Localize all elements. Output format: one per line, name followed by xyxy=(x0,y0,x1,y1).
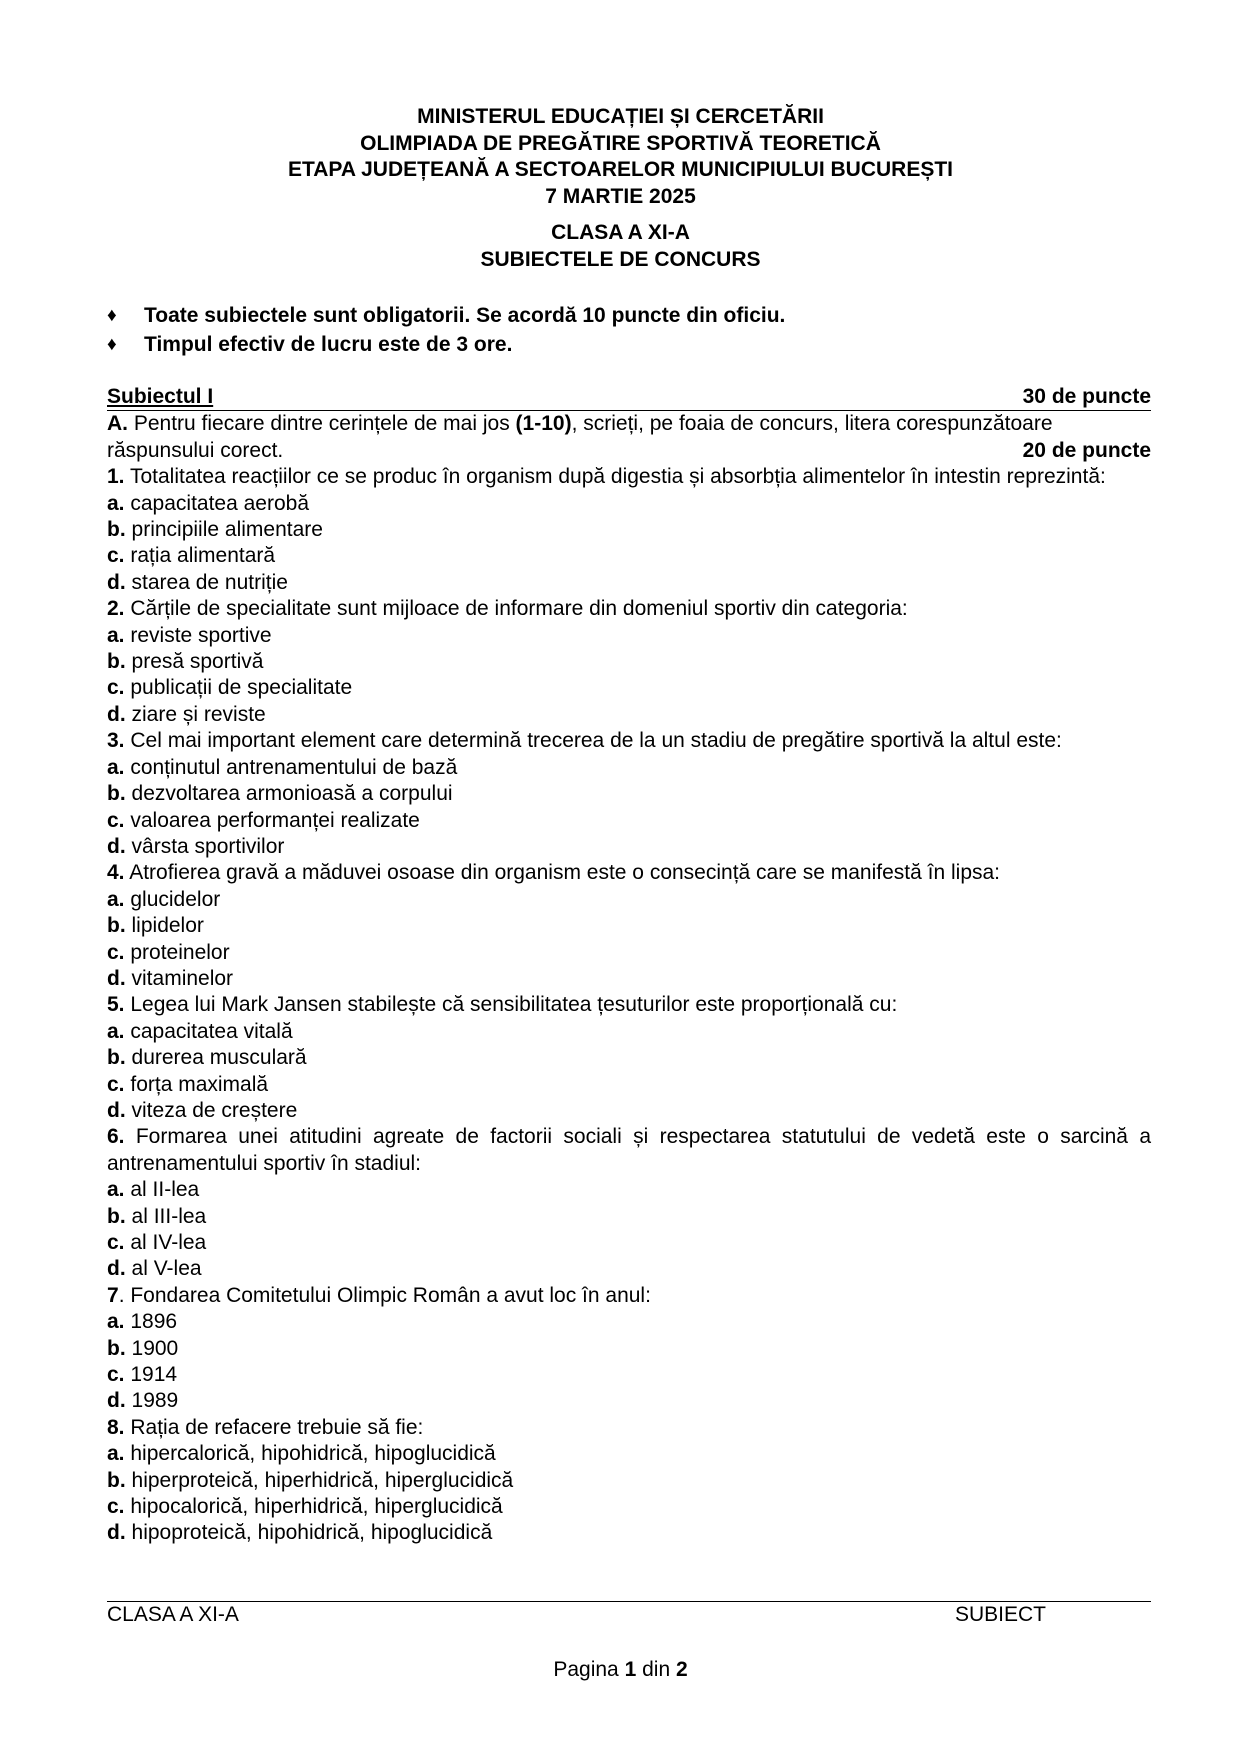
option-text: presă sportivă xyxy=(131,650,264,674)
page-number: Pagina 1 din 2 xyxy=(553,1658,688,1681)
question-number: 5. xyxy=(107,993,125,1017)
question-number: 7 xyxy=(107,1283,119,1307)
option-letter: d. xyxy=(107,1257,126,1281)
option-letter: c. xyxy=(107,808,125,832)
option-letter: c. xyxy=(107,1363,125,1387)
ministry-title: MINISTERUL EDUCAȚIEI ȘI CERCETĂRII xyxy=(417,105,824,128)
answer-option xyxy=(107,1072,1151,1098)
question-7 xyxy=(107,1283,1151,1309)
answer-option xyxy=(107,543,1151,569)
option-text: hiperproteică, hiperhidrică, hiperglucidică xyxy=(131,1468,514,1492)
option-letter: b. xyxy=(107,1336,126,1360)
answer-option xyxy=(107,808,1151,834)
answer-option xyxy=(107,887,1151,913)
option-text: dezvoltarea armonioasă a corpului xyxy=(131,782,453,806)
option-letter: b. xyxy=(107,518,126,542)
option-text: forța maximală xyxy=(130,1072,269,1096)
instructions-list xyxy=(107,302,1147,359)
page-footer xyxy=(107,1602,1151,1628)
option-text: 1914 xyxy=(130,1363,178,1387)
option-letter: a. xyxy=(107,1310,125,1334)
diamond-bullet-icon: ♦ xyxy=(107,333,117,355)
option-text: vârsta sportivilor xyxy=(131,834,285,858)
option-letter: d. xyxy=(107,834,126,858)
footer-label: SUBIECT xyxy=(954,1603,1046,1626)
answer-option xyxy=(107,755,1151,781)
question-1 xyxy=(107,464,1151,490)
option-letter: c. xyxy=(107,544,125,568)
option-letter: a. xyxy=(107,491,125,515)
question-text: Rația de refacere trebuie să fie: xyxy=(130,1415,424,1439)
question-text: Cel mai important element care determină trecerea de la un stadiu de pregătire sportivă la altul este: xyxy=(130,729,1062,753)
option-text: rația alimentară xyxy=(130,544,276,568)
question-number: 6. xyxy=(107,1125,125,1149)
answer-option xyxy=(107,1230,1151,1256)
exam-date: 7 MARTIE 2025 xyxy=(545,184,696,208)
part-a-points: 20 de puncte xyxy=(1022,438,1151,462)
option-letter: d. xyxy=(107,1521,126,1545)
subject-points: 30 de puncte xyxy=(1022,385,1151,408)
question-number: 3. xyxy=(107,729,125,753)
question-6 xyxy=(107,1124,1151,1177)
subject-heading xyxy=(107,384,1151,411)
option-letter: d. xyxy=(107,570,126,594)
question-text: . Fondarea Comitetului Olimpic Român a avut loc în anul: xyxy=(118,1283,651,1307)
answer-option xyxy=(107,781,1151,807)
option-text: 1896 xyxy=(130,1310,178,1334)
question-text: Atrofierea gravă a măduvei osoase din organism este o consecință care se manifestă în lipsa: xyxy=(129,861,1001,885)
option-letter: c. xyxy=(107,1495,125,1519)
instruction-item xyxy=(107,331,1147,360)
option-text: proteinelor xyxy=(130,940,230,964)
answer-option xyxy=(107,913,1151,939)
instruction-text: Timpul efectiv de lucru este de 3 ore. xyxy=(144,332,513,356)
option-letter: c. xyxy=(107,676,125,700)
question-8 xyxy=(107,1415,1151,1441)
option-letter: b. xyxy=(107,1468,126,1492)
document-header xyxy=(0,104,1241,273)
answer-option xyxy=(107,834,1151,860)
answer-option xyxy=(107,1256,1151,1282)
part-a-instruction-line1 xyxy=(107,411,1151,437)
question-number: 2. xyxy=(107,597,125,621)
option-letter: c. xyxy=(107,1072,125,1096)
option-letter: b. xyxy=(107,1046,126,1070)
option-letter: d. xyxy=(107,702,126,726)
answer-option xyxy=(107,940,1151,966)
option-text: capacitatea aerobă xyxy=(130,491,309,515)
answer-option xyxy=(107,649,1151,675)
answer-option xyxy=(107,570,1151,596)
subject-title: Subiectul I xyxy=(107,385,214,408)
option-letter: a. xyxy=(107,887,125,911)
footer-class: CLASA A XI-A xyxy=(107,1603,239,1626)
stage-title: ETAPA JUDEȚEANĂ A SECTOARELOR MUNICIPIULUI BUCUREȘTI xyxy=(287,158,954,181)
answer-option xyxy=(107,623,1151,649)
option-letter: a. xyxy=(107,1019,125,1043)
question-text: Totalitatea reacțiilor ce se produc în organism după digestia și absorbția alimentelor în intestin reprezintă: xyxy=(129,465,1106,489)
answer-option xyxy=(107,1177,1151,1203)
instruction-item xyxy=(107,302,1147,331)
question-number: 1. xyxy=(107,465,125,489)
option-text: al III-lea xyxy=(131,1204,207,1228)
option-text: publicații de specialitate xyxy=(130,676,353,700)
option-letter: d. xyxy=(107,1389,126,1413)
option-letter: c. xyxy=(107,1231,125,1254)
question-3 xyxy=(107,728,1151,754)
option-text: al IV-lea xyxy=(130,1231,207,1254)
question-5 xyxy=(107,992,1151,1018)
option-text: al V-lea xyxy=(131,1257,202,1281)
answer-option xyxy=(107,1441,1151,1467)
option-text: vitaminelor xyxy=(131,966,234,990)
answer-option xyxy=(107,491,1151,517)
class-title: CLASA A XI-A xyxy=(551,221,690,244)
answer-option xyxy=(107,1045,1151,1071)
option-letter: d. xyxy=(107,1098,126,1122)
option-text: starea de nutriție xyxy=(131,570,288,594)
question-2 xyxy=(107,596,1151,622)
instruction-text: Toate subiectele sunt obligatorii. Se acordă 10 puncte din oficiu. xyxy=(144,304,786,327)
option-text: valoarea performanței realizate xyxy=(130,808,420,832)
answer-option xyxy=(107,1336,1151,1362)
answer-option xyxy=(107,517,1151,543)
option-text: 1989 xyxy=(131,1389,179,1413)
option-text: viteza de creștere xyxy=(131,1098,298,1122)
option-text: principiile alimentare xyxy=(131,518,323,542)
answer-option xyxy=(107,1362,1151,1388)
part-a-text: Pentru fiecare dintre cerințele de mai jos xyxy=(133,412,510,436)
questions-list xyxy=(107,464,1151,1547)
answer-option xyxy=(107,1309,1151,1335)
olympiad-title: OLIMPIADA DE PREGĂTIRE SPORTIVĂ TEORETICĂ xyxy=(360,131,881,155)
option-text: conținutul antrenamentului de bază xyxy=(130,755,458,779)
option-text: hipoproteică, hipohidrică, hipoglucidică xyxy=(131,1521,493,1545)
option-text: 1900 xyxy=(131,1336,179,1360)
part-a-instruction-line2 xyxy=(107,438,1151,464)
exam-body xyxy=(107,384,1151,1547)
question-text: Legea lui Mark Jansen stabilește că sensibilitatea țesuturilor este proporțională cu: xyxy=(130,993,898,1017)
answer-option xyxy=(107,1098,1151,1124)
answer-option xyxy=(107,1494,1151,1520)
option-text: al II-lea xyxy=(130,1178,200,1202)
option-letter: b. xyxy=(107,650,126,674)
option-letter: a. xyxy=(107,623,125,647)
option-text: durerea musculară xyxy=(131,1046,307,1070)
option-text: ziare și reviste xyxy=(131,702,266,726)
option-letter: d. xyxy=(107,966,126,990)
option-letter: a. xyxy=(107,1178,125,1202)
question-4 xyxy=(107,860,1151,886)
option-text: capacitatea vitală xyxy=(130,1019,293,1043)
part-a-label: A. xyxy=(107,412,128,436)
part-a-text-after: , scrieți, pe foaia de concurs, litera corespunzătoare xyxy=(571,412,1053,436)
question-number: 4. xyxy=(107,861,125,885)
part-a-range: (1-10) xyxy=(515,412,572,436)
diamond-bullet-icon: ♦ xyxy=(107,305,117,326)
option-letter: b. xyxy=(107,1204,126,1228)
answer-option xyxy=(107,675,1151,701)
question-number: 8. xyxy=(107,1415,125,1439)
answer-option xyxy=(107,1204,1151,1230)
option-letter: a. xyxy=(107,1442,125,1466)
option-text: lipidelor xyxy=(131,914,204,938)
option-letter: b. xyxy=(107,914,126,938)
option-text: hipercalorică, hipohidrică, hipoglucidică xyxy=(130,1442,496,1466)
answer-option xyxy=(107,1468,1151,1494)
option-letter: b. xyxy=(107,782,126,806)
answer-option xyxy=(107,1388,1151,1414)
answer-option xyxy=(107,1520,1151,1546)
answer-option xyxy=(107,966,1151,992)
option-letter: c. xyxy=(107,940,125,964)
answer-option xyxy=(107,1019,1151,1045)
answer-option xyxy=(107,702,1151,728)
option-text: glucidelor xyxy=(130,887,221,911)
subjects-title: SUBIECTELE DE CONCURS xyxy=(480,247,761,271)
question-text: Cărțile de specialitate sunt mijloace de informare din domeniul sportiv din categoria: xyxy=(130,597,908,621)
option-text: hipocalorică, hiperhidrică, hiperglucidică xyxy=(130,1495,503,1519)
option-text: reviste sportive xyxy=(130,623,272,647)
option-letter: a. xyxy=(107,755,125,779)
part-a-text-line2: răspunsului corect. xyxy=(107,438,284,462)
question-text: Formarea unei atitudini agreate de factorii sociali și respectarea statutului de vedetă este o sarcină a antrenamentului sportiv în stadiul: xyxy=(107,1125,1152,1175)
